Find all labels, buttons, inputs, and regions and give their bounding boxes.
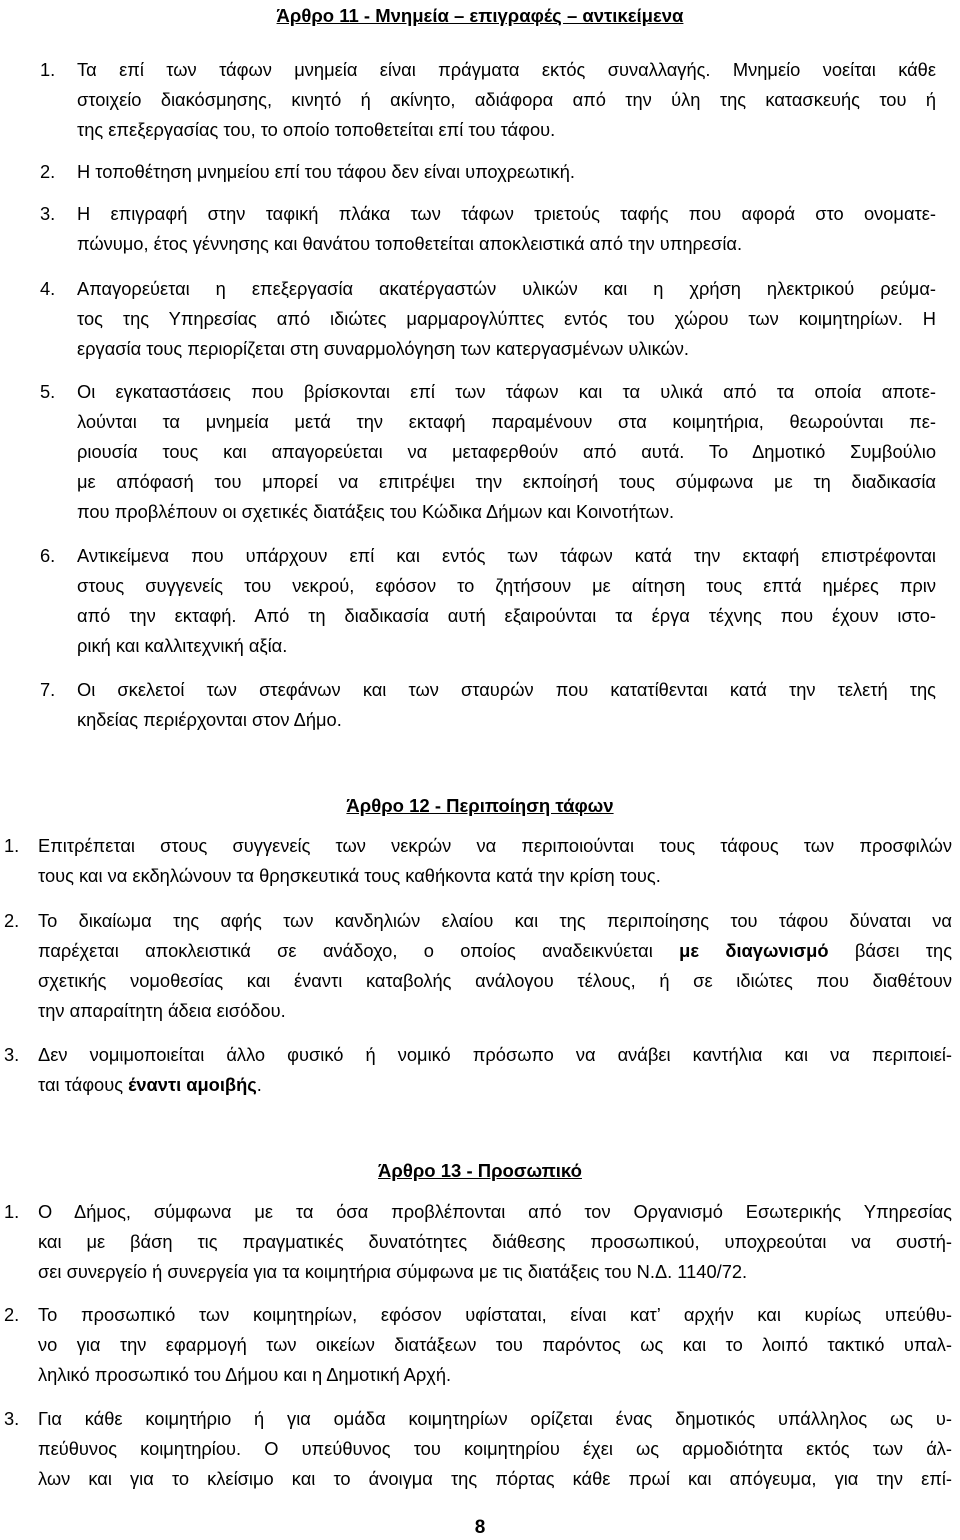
article-11-item-2-number: 2. (40, 161, 56, 182)
emphasis-text: με διαγωνισμό (679, 940, 829, 961)
article-11-item-3: Η επιγραφή στην ταφική πλάκα των τάφων τριετούς ταφής που αφορά στο ονοματε- πώνυμο, έτος γέννησης και θανάτου τοποθετείται αποκλειστικά από την υπηρεσία. (77, 203, 936, 254)
article-12-item-1-number: 1. (4, 835, 20, 856)
article-13-item-2: Το προσωπικό των κοιμητηρίων, εφόσον υφίσταται, είναι κατ’ αρχήν και κυρίως υπεύθυ- νο για την εφαρμογή των οικείων διατάξεων του παρόντος ως και το λοιπό τακτικό υπαλ- ληλικό προσωπικό του Δήμου και η Δημοτική Αρχή. (38, 1304, 952, 1385)
article-11-item-2: Η τοποθέτηση μνημείου επί του τάφου δεν είναι υποχρεωτική. (77, 161, 575, 182)
article-12-item-2: Το δικαίωμα της αφής των κανδηλιών ελαίου και της περιποίησης του τάφου δύναται να παρέχεται αποκλειστικά σε ανάδοχο, ο οποίος αναδεικνύεται με διαγωνισμό βάσει της σχετικής νομοθεσίας και έναντι καταβολής ανάλογου τέλους, ή σε ιδιώτες που διαθέτουν την απαραίτητη άδεια εισόδου. (38, 910, 953, 1021)
page-number: 8 (474, 1517, 486, 1538)
article-12-item-3: Δεν νομιμοποιείται άλλο φυσικό ή νομικό πρόσωπο να ανάβει καντήλια και να περιποιεί- ται τάφους έναντι αμοιβής. (38, 1044, 952, 1095)
article-12-title: Άρθρο 12 - Περιποίηση τάφων (346, 795, 614, 816)
article-13-title: Άρθρο 13 - Προσωπικό (378, 1160, 582, 1181)
article-11-item-3-number: 3. (40, 203, 56, 224)
article-11-item-1: Τα επί των τάφων μνημεία είναι πράγματα εκτός συναλλαγής. Μνημείο νοείται κάθε στοιχείο διακόσμησης, κινητό ή ακίνητο, αδιάφορα από την ύλη της κατασκευής του ή της επεξεργασίας του, το οποίο τοποθετείται επί του τάφου. (77, 59, 936, 140)
article-11-item-5: Οι εγκαταστάσεις που βρίσκονται επί των τάφων και τα υλικά από τα οποία αποτε- λούνται τα μνημεία μετά την εκταφή παραμένουν στα κοιμητήρια, θεωρούνται πε- ριουσία τους και απαγορεύεται να μεταφερθούν από αυτά. Το Δημοτικό Συμβούλιο με απόφασή του μπορεί να επιτρέψει την εκποίησή τους σύμφωνα με τη διαδικασία που προβλέπουν οι σχετικές διατάξεις του Κώδικα Δήμων και Κοινοτήτων. (77, 381, 936, 522)
article-13-item-1-number: 1. (4, 1201, 20, 1222)
article-11-item-7-number: 7. (40, 679, 56, 700)
article-11-title: Άρθρο 11 - Μνημεία – επιγραφές – αντικείμενα (276, 5, 684, 26)
article-11-item-4-number: 4. (40, 278, 56, 299)
article-13-item-3-number: 3. (4, 1408, 20, 1429)
article-11-item-6-number: 6. (40, 545, 56, 566)
article-12-item-3-number: 3. (4, 1044, 20, 1065)
article-11-item-5-number: 5. (40, 381, 56, 402)
article-12-item-1: Επιτρέπεται στους συγγενείς των νεκρών να περιποιούνται τους τάφους των προσφιλών τους και να εκδηλώνουν τα θρησκευτικά τους καθήκοντα κατά την κρίση τους. (38, 835, 952, 886)
article-13-item-2-number: 2. (4, 1304, 20, 1325)
article-12-item-2-number: 2. (4, 910, 20, 931)
article-13-item-3: Για κάθε κοιμητήριο ή για ομάδα κοιμητηρίων ορίζεται ένας δημοτικός υπάλληλος ως υ- πεύθυνος κοιμητηρίου. Ο υπεύθυνος του κοιμητηρίου έχει ως αρμοδιότητα εκτός των άλ- λων και για το κλείσιμο και το άνοιγμα της πόρτας κάθε πρωί και απόγευμα, για την επί- (38, 1408, 952, 1489)
emphasis-text: έναντι αμοιβής (128, 1074, 257, 1095)
article-11-item-4: Απαγορεύεται η επεξεργασία ακατέργαστών υλικών και η χρήση ηλεκτρικού ρεύμα- τος της Υπηρεσίας από ιδιώτες μαρμαρογλύπτες εντός του χώρου των κοιμητηρίων. Η εργασία τους περιορίζεται στη συναρμολόγηση των κατεργασμένων υλικών. (77, 278, 936, 359)
article-11-item-7: Οι σκελετοί των στεφάνων και των σταυρών που κατατίθενται κατά την τελετή της κηδείας περιέρχονται στον Δήμο. (77, 679, 936, 730)
article-11-item-1-number: 1. (40, 59, 56, 80)
article-11-item-6: Αντικείμενα που υπάρχουν επί και εντός των τάφων κατά την εκταφή επιστρέφονται στους συγγενείς του νεκρού, εφόσον το ζητήσουν με αίτηση τους επτά ημέρες πριν από την εκταφή. Από τη διαδικασία αυτή εξαιρούνται τα έργα τέχνης που έχουν ιστο- ρική και καλλιτεχνική αξία. (77, 545, 936, 656)
article-13-item-1: Ο Δήμος, σύμφωνα με τα όσα προβλέπονται από τον Οργανισμό Εσωτερικής Υπηρεσίας και με βάση τις πραγματικές δυνατότητες διάθεσης προσωπικού, υποχρεούται να συστή- σει συνεργείο ή συνεργεία για τα κοιμητήρια σύμφωνα με τις διατάξεις του Ν.Δ. 1140/72. (38, 1201, 952, 1282)
